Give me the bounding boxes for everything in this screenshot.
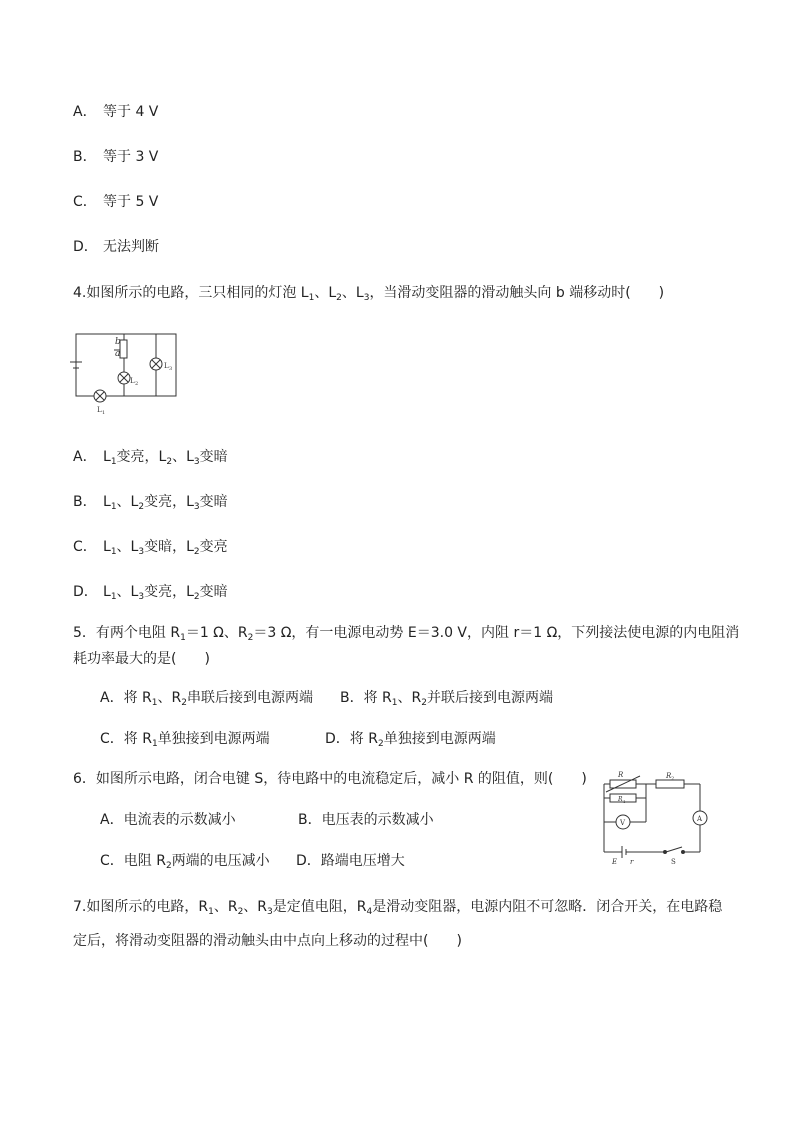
svg-text:V: V xyxy=(620,819,626,827)
svg-text:2: 2 xyxy=(671,776,675,782)
svg-text:L: L xyxy=(97,406,102,414)
q6-option-b: B．电压表的示数减小 xyxy=(298,812,434,828)
q6-option-a: A．电流表的示数减小 xyxy=(100,812,236,828)
svg-text:A: A xyxy=(697,815,703,823)
svg-text:3: 3 xyxy=(169,366,173,372)
svg-text:a: a xyxy=(115,349,121,359)
q7-stem-line2: 定后，将滑动变阻器的滑动触头由中点向上移动的过程中( ) xyxy=(73,933,462,949)
q5-option-a: A．将 $R_1$、$R_2$串联后接到电源两端 xyxy=(100,690,313,708)
q3-option-b: B． 等于 3 V xyxy=(73,149,159,165)
svg-text:R: R xyxy=(666,772,672,780)
q6-circuit-diagram xyxy=(596,770,722,870)
svg-text:r: r xyxy=(630,858,634,866)
svg-text:E: E xyxy=(612,858,618,866)
q5-option-c: C．将 $R_1$单独接到电源两端 xyxy=(100,731,270,749)
svg-text:S: S xyxy=(671,858,676,866)
q3-option-a: A． 等于 4 V xyxy=(73,104,159,120)
q6-option-d: D．路端电压增大 xyxy=(296,853,405,869)
q7-stem-line1: 7.如图所示的电路，$R_1$、$R_2$、$R_3$是定值电阻，$R_4$是滑动变阻器，电源内阻不可忽略．闭合开关，在电路稳 xyxy=(73,899,723,917)
q3-option-d: D． 无法判断 xyxy=(73,239,159,255)
svg-text:L: L xyxy=(164,362,169,370)
q6-stem: 6．如图所示电路，闭合电键 S，待电路中的电流稳定后，减小 R 的阻值，则( ) xyxy=(73,771,587,787)
q6-circuit-svg xyxy=(596,770,722,866)
svg-text:1: 1 xyxy=(623,799,626,804)
q5-option-d: D．将 $R_2$单独接到电源两端 xyxy=(325,731,496,749)
q5-stem-line2: 耗功率最大的是( ) xyxy=(73,651,210,667)
q4-circuit-diagram xyxy=(68,326,188,420)
q5-option-b: B．将 $R_1$、$R_2$并联后接到电源两端 xyxy=(340,690,553,708)
q4-option-b: B． $L_1$、$L_2$变亮，$L_3$变暗 xyxy=(73,494,228,512)
q5-stem-line1: 5．有两个电阻 $R_1=1$ Ω、$R_2=3$ Ω，有一电源电动势 E＝3.0 V，内阻 r＝1 Ω，下列接法使电源的内电阻消 xyxy=(73,625,740,643)
svg-text:R: R xyxy=(618,796,623,803)
q3-option-c: C． 等于 5 V xyxy=(73,194,159,210)
q4-option-c: C． $L_1$、$L_3$变暗，$L_2$变亮 xyxy=(73,539,228,557)
q4-circuit-svg xyxy=(68,326,188,416)
svg-text:R: R xyxy=(618,771,624,779)
q6-option-c: C．电阻 $R_2$两端的电压减小 xyxy=(100,853,270,871)
svg-text:L: L xyxy=(130,377,135,385)
q4-stem: 4.如图所示的电路，三只相同的灯泡 $L_1$、$L_2$、$L_3$，当滑动变阻器的滑动触头向 b 端移动时( ) xyxy=(73,285,665,303)
svg-text:2: 2 xyxy=(135,381,139,387)
q4-option-a: A． $L_1$变亮，$L_2$、$L_3$变暗 xyxy=(73,449,228,467)
q4-option-d: D． $L_1$、$L_3$变亮，$L_2$变暗 xyxy=(73,584,228,602)
svg-text:b: b xyxy=(115,337,121,347)
svg-text:1: 1 xyxy=(102,410,106,416)
